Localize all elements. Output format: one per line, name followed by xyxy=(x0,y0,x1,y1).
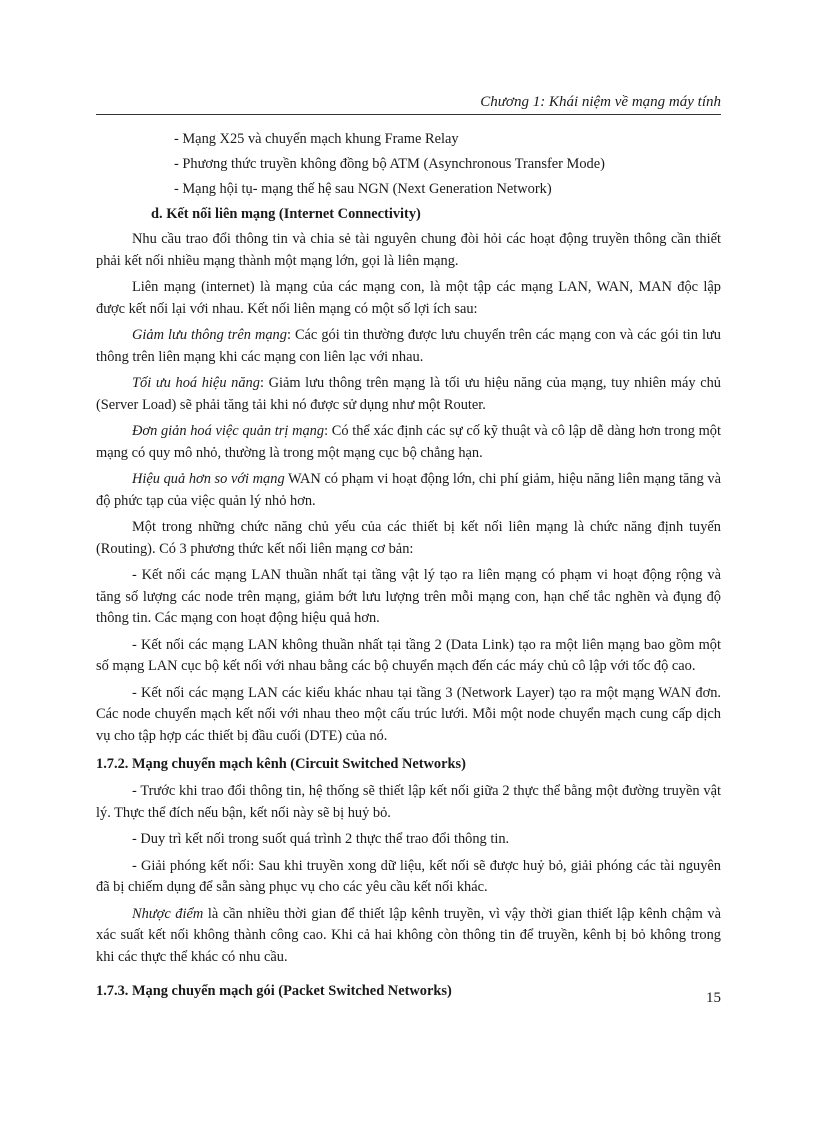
benefit-text: : Các gói tin thường được lưu chuyển trên các mạng con và các gói tin lưu thông trên liên mạng khi các mạng con liên lạc với nhau. xyxy=(96,327,721,365)
benefit-paragraph xyxy=(96,421,721,464)
method-item: - Kết nối các mạng LAN các kiểu khác nhau tại tầng 3 (Network Layer) tạo ra một mạng WAN đơn. Các node chuyển mạch kết nối với nhau theo một cấu trúc lưới. Mỗi một node chuyển mạch cung cấp dịch vụ cho tập hợp các thiết bị đầu cuối (DTE) của nó. xyxy=(96,684,721,744)
section-heading-1-7-3: 1.7.3. Mạng chuyển mạch gói (Packet Switched Networks) xyxy=(96,983,452,999)
benefit-text: WAN có phạm vi hoạt động lớn, chi phí giảm, hiệu năng liên mạng tăng và độ phức tạp của việc quản lý nhỏ hơn. xyxy=(96,471,721,509)
benefit-term: Hiệu quả hơn so với mạng xyxy=(132,471,285,487)
section-heading-d: d. Kết nối liên mạng (Internet Connectivity) xyxy=(151,206,421,222)
benefit-term: Tối ưu hoá hiệu năng xyxy=(132,375,260,391)
chapter-header: Chương 1: Khái niệm về mạng máy tính xyxy=(480,94,721,110)
benefit-text: : Giảm lưu thông trên mạng là tối ưu hiệu năng của mạng, tuy nhiên máy chủ (Server Load) sẽ phải tăng tải khi nó được sử dụng như một Router. xyxy=(96,375,721,413)
paragraph: Một trong những chức năng chủ yếu của các thiết bị kết nối liên mạng là chức năng định tuyến (Routing). Có 3 phương thức kết nối liên mạng cơ bản: xyxy=(96,519,721,557)
paragraph: Liên mạng (internet) là mạng của các mạng con, là một tập các mạng LAN, WAN, MAN độc lập được kết nối lại với nhau. Kết nối liên mạng có một số lợi ích sau: xyxy=(96,279,721,317)
benefit-paragraph xyxy=(96,373,721,416)
header-rule xyxy=(96,114,721,115)
page-number: 15 xyxy=(706,990,721,1006)
section-heading-1-7-2: 1.7.2. Mạng chuyển mạch kênh (Circuit Switched Networks) xyxy=(96,756,466,772)
drawback-term: Nhược điểm xyxy=(132,905,204,922)
bullet-item: - Phương thức truyền không đồng bộ ATM (Asynchronous Transfer Mode) xyxy=(174,156,605,172)
paragraph: Nhu cầu trao đổi thông tin và chia sẻ tài nguyên chung đòi hỏi các hoạt động truyền thông cần thiết phải kết nối nhiều mạng thành một mạng lớn, gọi là liên mạng. xyxy=(96,231,721,269)
drawback-text: là cần nhiều thời gian để thiết lập kênh truyền, vì vậy thời gian thiết lập kênh chậm và xác suất kết nối không thành công cao. Khi cả hai không còn thông tin để truyền, kênh bị bỏ không trong khi các thực thể khác có nhu cầu. xyxy=(96,905,721,965)
bullet-item: - Mạng X25 và chuyển mạch khung Frame Relay xyxy=(174,131,459,147)
benefit-term: Giảm lưu thông trên mạng xyxy=(132,327,287,343)
benefit-text: : Có thể xác định các sự cố kỹ thuật và cô lập dễ dàng hơn trong một mạng có quy mô nhỏ, thường là trong một mạng cục bộ chẳng hạn. xyxy=(96,423,721,461)
method-item: - Kết nối các mạng LAN không thuần nhất tại tầng 2 (Data Link) tạo ra một liên mạng bao gồm một số mạng LAN cục bộ kết nối với nhau bằng các bộ chuyển mạch đến các máy chủ cô lập với tốc độ cao. xyxy=(96,636,721,674)
circuit-item: - Trước khi trao đổi thông tin, hệ thống sẽ thiết lập kết nối giữa 2 thực thể bằng một đường truyền vật lý. Thực thể đích nếu bận, kết nối này sẽ bị huỷ bỏ. xyxy=(96,783,721,821)
page-body xyxy=(96,128,721,1008)
circuit-item: - Giải phóng kết nối: Sau khi truyền xong dữ liệu, kết nối sẽ được huỷ bỏ, giải phóng các tài nguyên đã bị chiếm dụng để sẵn sàng phục vụ cho các yêu cầu kết nối khác. xyxy=(96,857,721,895)
benefit-paragraph xyxy=(96,325,721,368)
bullet-item: - Mạng hội tụ- mạng thế hệ sau NGN (Next Generation Network) xyxy=(174,181,552,197)
method-item: - Kết nối các mạng LAN thuần nhất tại tầng vật lý tạo ra liên mạng có phạm vi hoạt động rộng và tăng số lượng các node trên mạng, giảm bớt lưu lượng trên mỗi mạng con, hạn chế tắc nghẽn và đụng độ thông tin. Các mạng con hoạt động hiệu quả hơn. xyxy=(96,567,721,626)
benefit-term: Đơn giản hoá việc quản trị mạng xyxy=(132,423,325,439)
benefit-paragraph xyxy=(96,469,721,512)
drawback-paragraph xyxy=(96,904,721,969)
circuit-item: - Duy trì kết nối trong suốt quá trình 2 thực thể trao đổi thông tin. xyxy=(132,831,510,847)
